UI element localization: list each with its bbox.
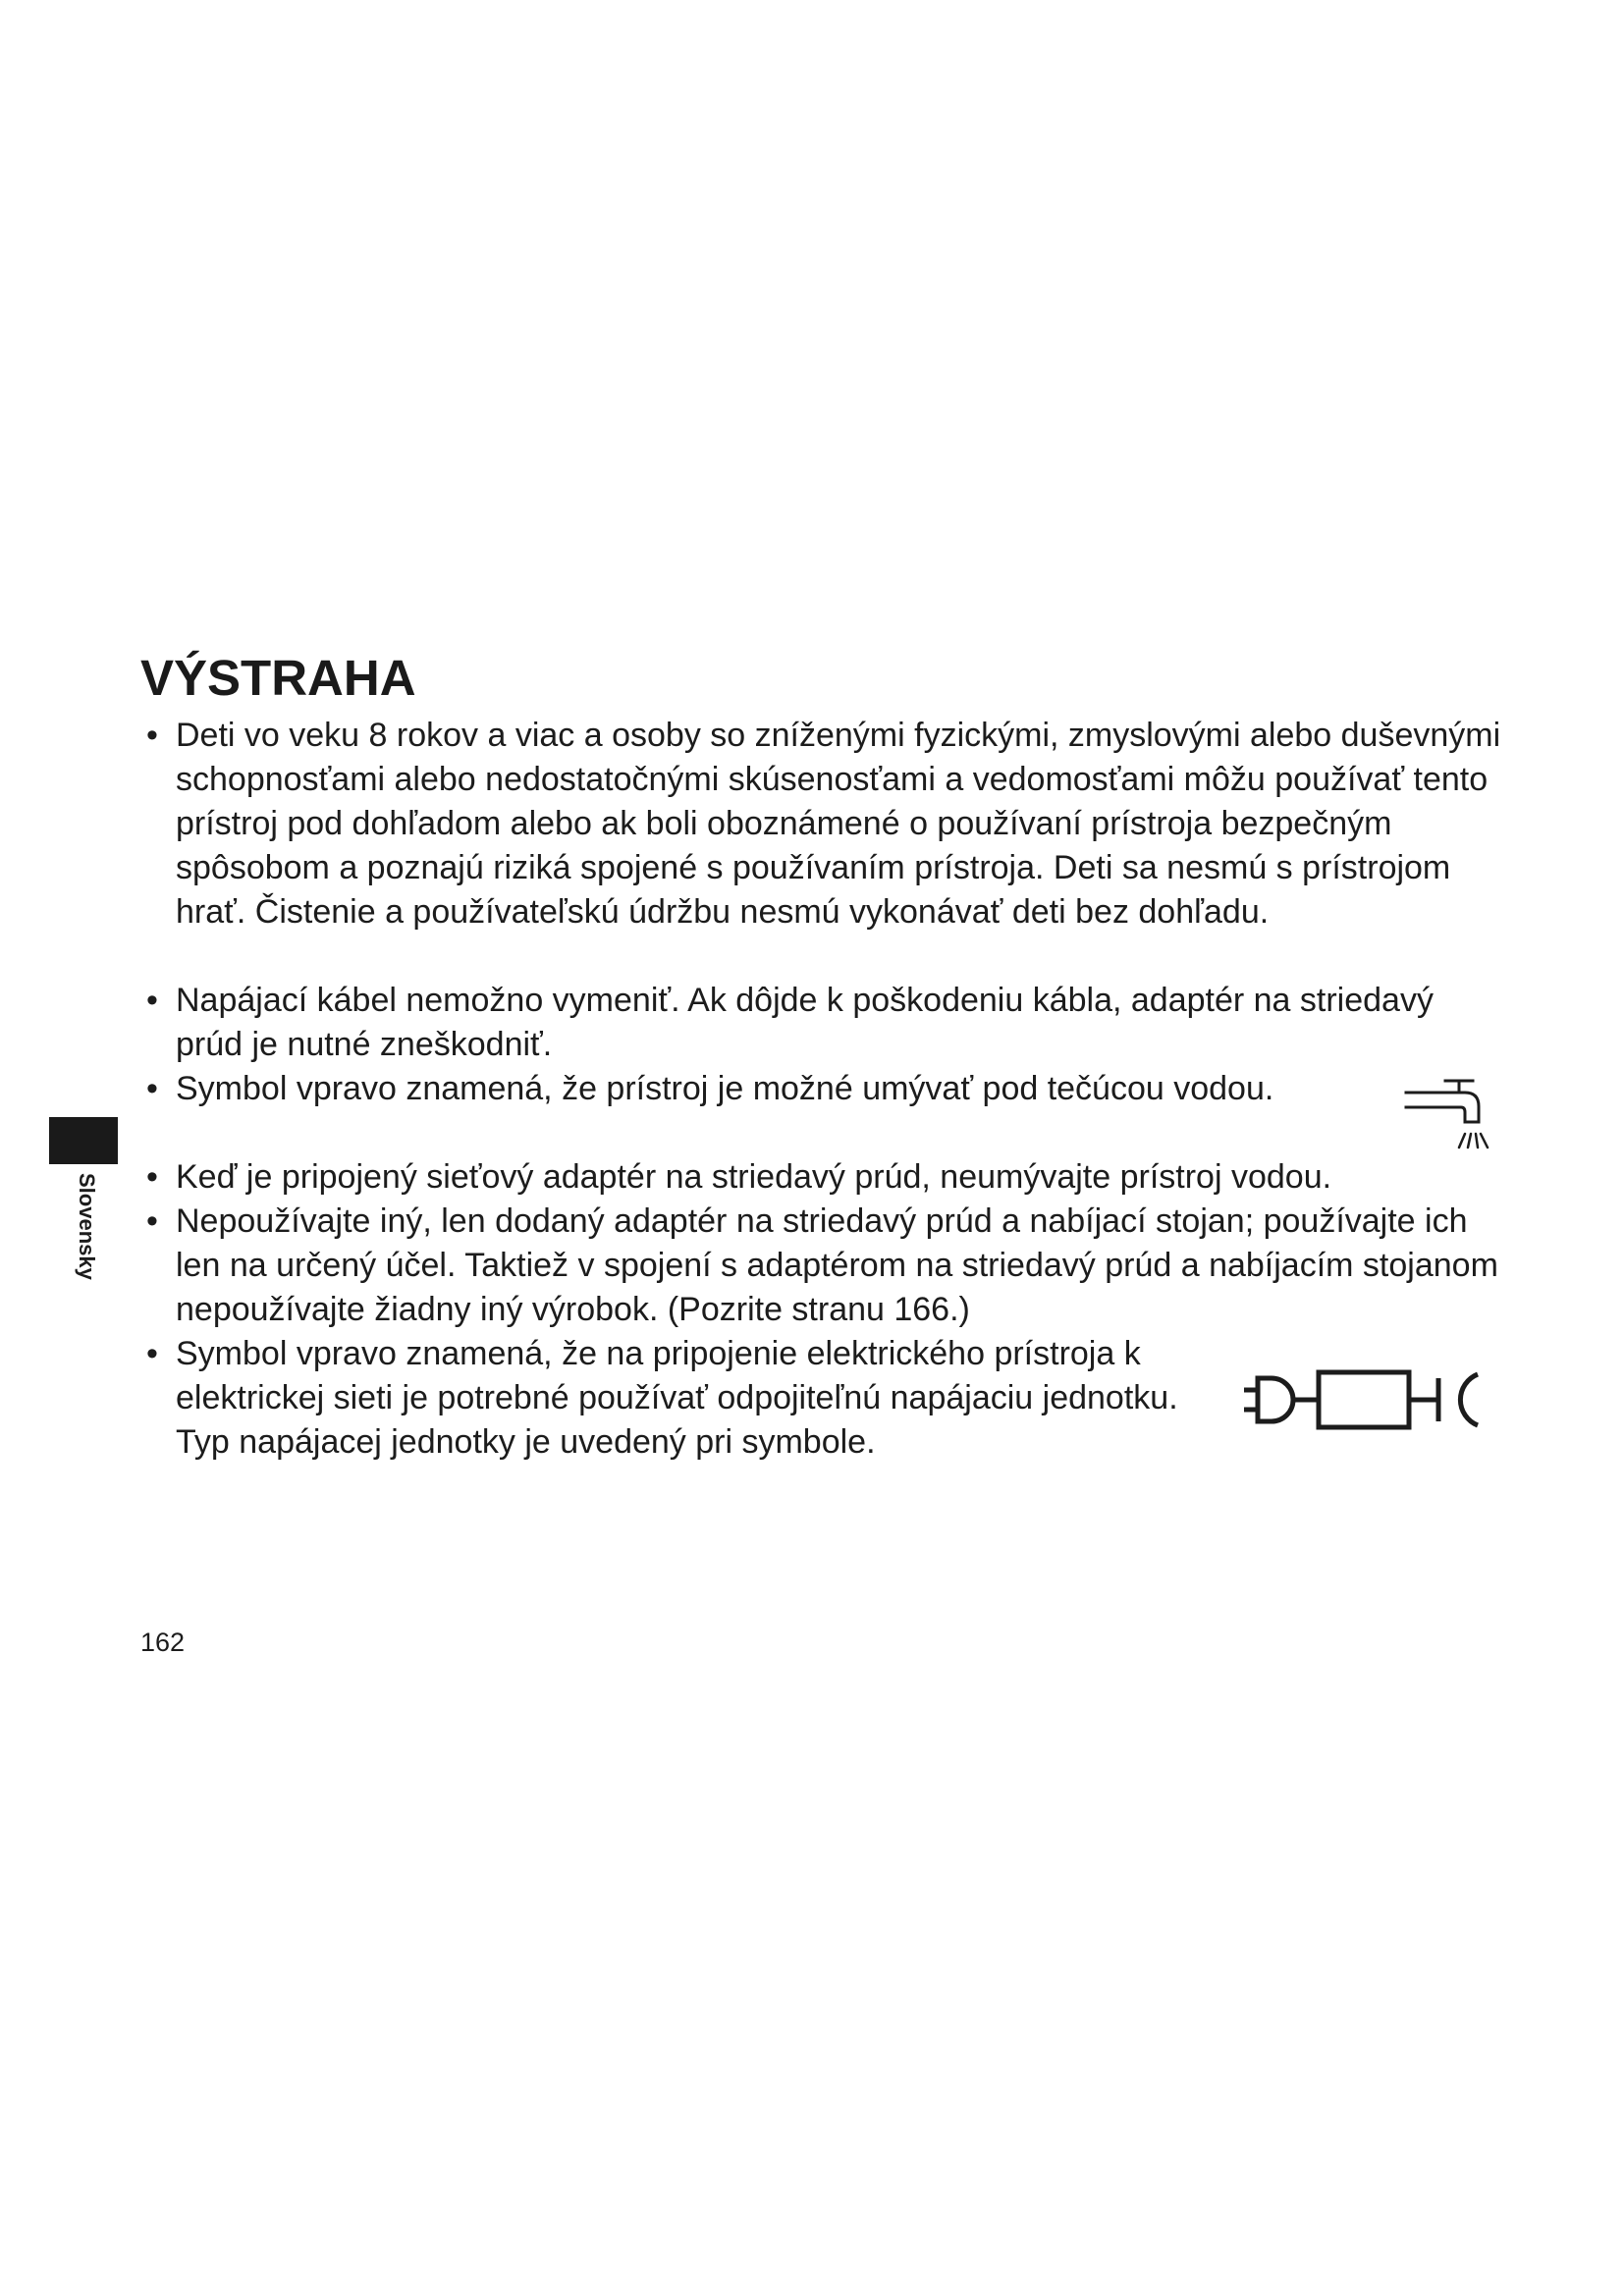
page-heading: VÝSTRAHA xyxy=(140,650,416,706)
language-label: Slovensky xyxy=(75,1173,99,1280)
language-tab xyxy=(49,1117,118,1164)
page-number: 162 xyxy=(140,1628,186,1657)
warning-item: • Nepoužívajte iný, len dodaný adaptér na striedavý prúd a nabíjací stojan; používajte ich len na určený účel. Taktiež v spojení s adaptérom na striedavý prúd a nabíjacím stojanom nepoužívajte žiadny iný výrobok. (Pozrite stranu 166.) xyxy=(176,1200,1501,1332)
power-supply-icon xyxy=(1242,1361,1488,1439)
warning-item: • Napájací kábel nemožno vymeniť. Ak dôjde k poškodeniu kábla, adaptér na striedavý prúd je nutné zneškodniť. xyxy=(176,979,1501,1067)
warning-item: • Deti vo veku 8 rokov a viac a osoby so zníženými fyzickými, zmyslovými alebo duševnými schopnosťami alebo nedostatočnými skúsenosťami a vedomosťami môžu používať tento prístroj pod dohľadom alebo ak boli oboznámené o používaní prístroja bezpečným spôsobom a poznajú riziká spojené s používaním prístroja. Deti sa nesmú s prístrojom hrať. Čistenie a používateľskú údržbu nesmú vykonávať deti bez dohľadu. xyxy=(176,714,1501,934)
warning-item: • Symbol vpravo znamená, že prístroj je možné umývať pod tečúcou vodou. xyxy=(176,1067,1334,1111)
warning-item: • Keď je pripojený sieťový adaptér na striedavý prúd, neumývajte prístroj vodou. xyxy=(176,1155,1501,1200)
warning-item: • Symbol vpravo znamená, že na pripojenie elektrického prístroja k elektrickej sieti je potrebné používať odpojiteľnú napájaciu jednotku. Typ napájacej jednotky je uvedený pri symbole. xyxy=(176,1332,1217,1465)
faucet-icon xyxy=(1394,1065,1502,1173)
